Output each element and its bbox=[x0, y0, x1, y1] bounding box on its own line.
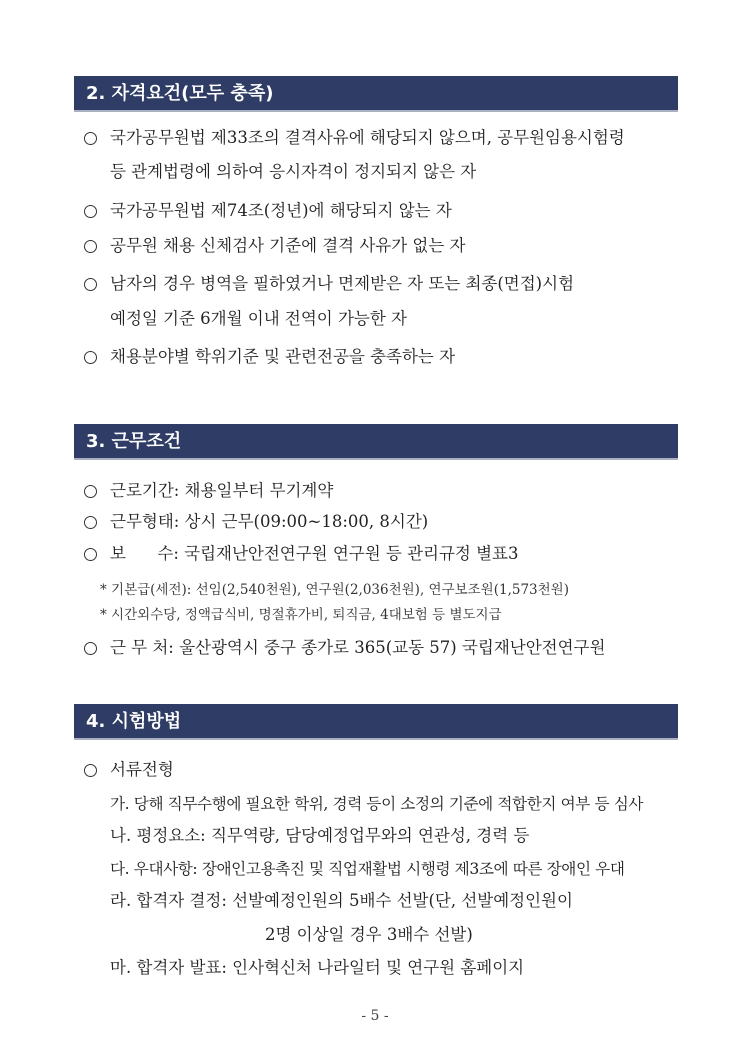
exam-item-ra-line-1: 라. 합격자 결정: 선발예정인원의 5배수 선발(단, 선발예정인원이 bbox=[110, 891, 573, 910]
working-type: 근무형태: 상시 근무(09:00~18:00, 8시간) bbox=[110, 512, 429, 531]
qualification-item-1-line-1: 국가공무원법 제33조의 결격사유에 해당되지 않으며, 공무원임용시험령 bbox=[110, 128, 625, 147]
bullet-icon bbox=[84, 205, 97, 218]
exam-item-na: 나. 평정요소: 직무역량, 담당예정업무와의 연관성, 경력 등 bbox=[110, 826, 530, 845]
qualification-item-1-line-2: 등 관계법령에 의하여 응시자격이 정지되지 않은 자 bbox=[110, 162, 477, 181]
qualification-item-4-line-2: 예정일 기준 6개월 이내 전역이 가능한 자 bbox=[110, 309, 407, 328]
qualification-item-5: 채용분야별 학위기준 및 관련전공을 충족하는 자 bbox=[110, 347, 456, 366]
exam-item-da: 다. 우대사항: 장애인고용촉진 및 직업재활법 시행령 제3조에 따른 장애인 우대 bbox=[110, 860, 625, 878]
bullet-icon bbox=[84, 132, 97, 145]
salary-note-1-text: 기본급(세전): 선임(2,540천원), 연구원(2,036천원), 연구보조원(1,573천원) bbox=[111, 582, 569, 598]
qualification-item-2: 국가공무원법 제74조(정년)에 해당되지 않는 자 bbox=[110, 201, 452, 220]
exam-item-ra-line-2: 2명 이상일 경우 3배수 선발) bbox=[265, 925, 473, 944]
section-title-working-conditions: 3. 근무조건 bbox=[74, 424, 678, 460]
bullet-icon bbox=[84, 485, 97, 498]
qualification-item-3: 공무원 채용 신체검사 기준에 결격 사유가 없는 자 bbox=[110, 236, 466, 255]
section-title-qualifications: 2. 자격요건(모두 충족) bbox=[74, 76, 678, 112]
working-period: 근로기간: 채용일부터 무기계약 bbox=[110, 481, 334, 500]
section-title-exam-method: 4. 시험방법 bbox=[74, 704, 678, 740]
qualification-item-4-line-1: 남자의 경우 병역을 필하였거나 면제받은 자 또는 최종(면접)시험 bbox=[110, 274, 575, 293]
bullet-icon bbox=[84, 642, 97, 655]
bullet-icon bbox=[84, 351, 97, 364]
salary-note-2-text: 시간외수당, 정액급식비, 명절휴가비, 퇴직금, 4대보험 등 별도지급 bbox=[111, 607, 502, 623]
asterisk-icon: * bbox=[100, 607, 107, 623]
work-location: 근 무 처: 울산광역시 중구 종가로 365(교동 57) 국립재난안전연구원 bbox=[110, 638, 606, 657]
bullet-icon bbox=[84, 764, 97, 777]
salary-note-2 bbox=[100, 603, 502, 627]
bullet-icon bbox=[84, 278, 97, 291]
asterisk-icon: * bbox=[100, 582, 107, 598]
document-screening: 서류전형 bbox=[110, 760, 174, 779]
exam-item-ga: 가. 당해 직무수행에 필요한 학위, 경력 등이 소정의 기준에 적합한지 여부 등 심사 bbox=[110, 795, 644, 813]
page-number: - 5 - bbox=[361, 1008, 389, 1024]
bullet-icon bbox=[84, 516, 97, 529]
exam-item-ma: 마. 합격자 발표: 인사혁신처 나라일터 및 연구원 홈페이지 bbox=[110, 958, 525, 977]
bullet-icon bbox=[84, 240, 97, 253]
bullet-icon bbox=[84, 548, 97, 561]
salary: 보 수: 국립재난안전연구원 연구원 등 관리규정 별표3 bbox=[110, 544, 519, 563]
salary-note-1 bbox=[100, 578, 569, 602]
